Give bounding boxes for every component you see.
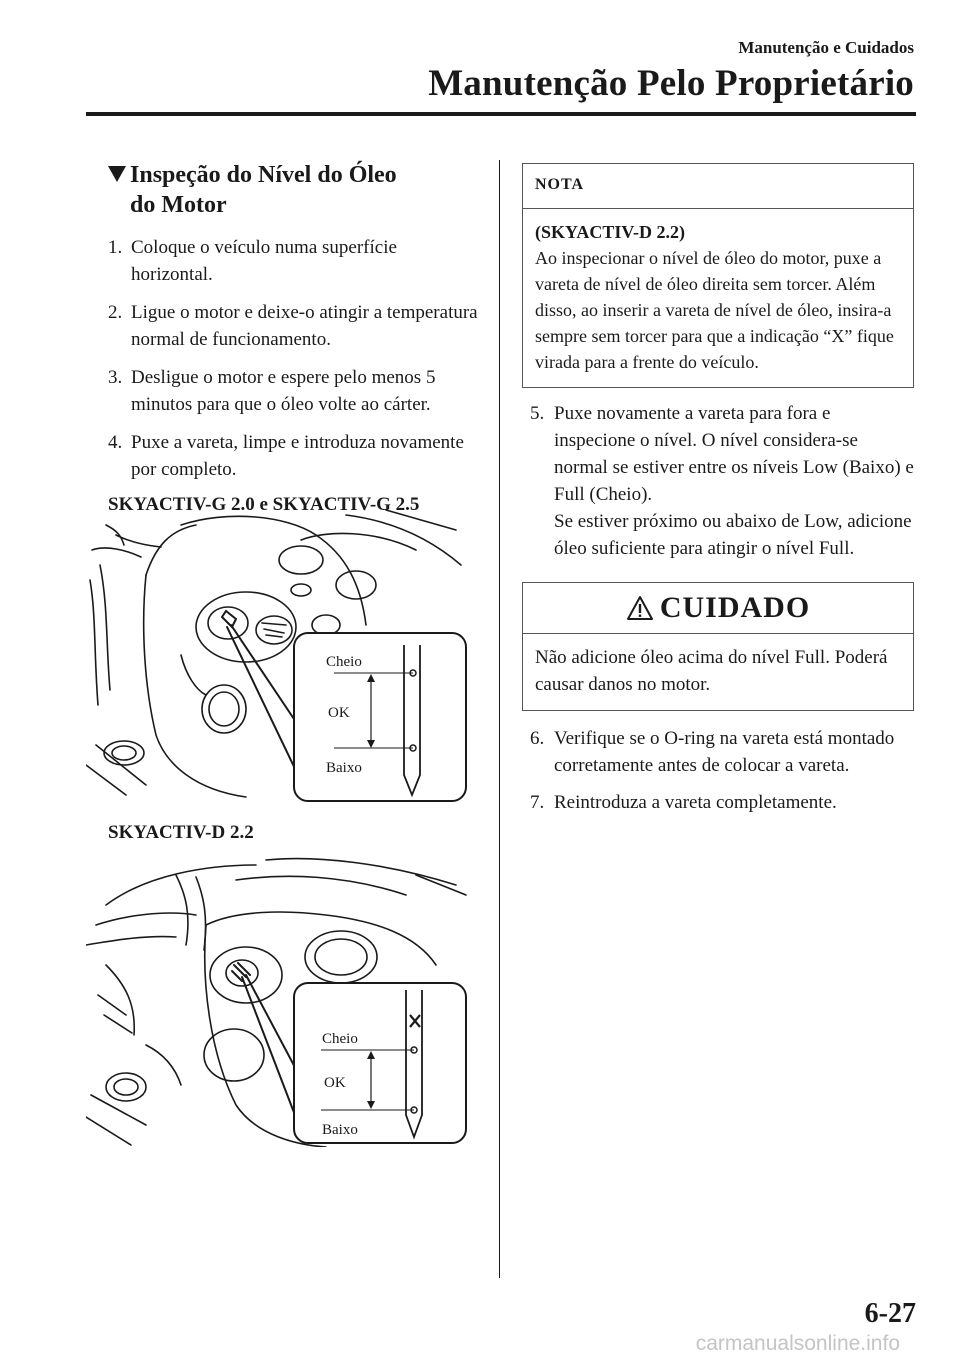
list-item <box>108 234 478 288</box>
label-ok: OK <box>328 705 350 721</box>
list-item <box>108 299 478 353</box>
section-title-line1: Inspeção do Nível do Óleo <box>130 162 397 188</box>
chapter-title: Manutenção Pelo Proprietário <box>428 63 914 104</box>
header-rule <box>86 112 916 116</box>
list-item <box>530 725 914 779</box>
step-number: 7. <box>530 792 545 813</box>
column-divider <box>499 160 500 1278</box>
caution-header <box>523 583 913 634</box>
list-item <box>530 400 914 562</box>
footer-watermark: carmanualsonline.info <box>695 1332 900 1355</box>
step-text: Verifique se o O-ring na vareta está montado corretamente antes de colocar a vareta. <box>554 728 895 776</box>
label-full: Cheio <box>322 1031 358 1047</box>
list-item <box>108 364 478 418</box>
step-number: 2. <box>108 302 123 323</box>
engine-illustration-gasoline <box>86 505 470 805</box>
step-number: 6. <box>530 728 545 749</box>
step-number: 5. <box>530 403 545 424</box>
note-heading: NOTA <box>523 164 913 209</box>
label-full: Cheio <box>326 654 362 670</box>
step-text: Ligue o motor e deixe-o atingir a temperatura normal de funcionamento. <box>131 302 478 350</box>
list-item <box>530 789 914 816</box>
chapter-subtitle: Manutenção e Cuidados <box>738 38 914 57</box>
engine-illustration-diesel <box>86 855 470 1147</box>
steps-list-left <box>108 234 478 483</box>
caution-box <box>522 582 914 711</box>
step-number: 3. <box>108 367 123 388</box>
steps-list-right-a <box>522 400 914 562</box>
step-text: Coloque o veículo numa superfície horizontal. <box>131 237 397 285</box>
triangle-down-icon <box>108 166 126 182</box>
section-title-line2: do Motor <box>130 192 227 218</box>
step-text-continued: Se estiver próximo ou abaixo de Low, adicione óleo suficiente para atingir o nível Full. <box>554 511 912 559</box>
right-column <box>522 163 914 826</box>
step-text: Puxe a vareta, limpe e introduza novamente por completo. <box>131 432 464 480</box>
note-text: Ao inspecionar o nível de óleo do motor, puxe a vareta de nível de óleo direita sem torcer. Além disso, ao inserir a vareta de nível de óleo, insira-a sempre sem torcer para que a indicação “X” fique virada para a frente do veículo. <box>535 248 894 372</box>
step-number: 4. <box>108 432 123 453</box>
note-box <box>522 163 914 388</box>
figure2-heading: SKYACTIV-D 2.2 <box>108 822 254 843</box>
page-number: 6-27 <box>864 1298 916 1329</box>
section-title <box>108 160 478 220</box>
step-number: 1. <box>108 237 123 258</box>
step-text: Puxe novamente a vareta para fora e inspecione o nível. O nível considera-se normal se estiver entre os níveis Low (Baixo) e Full (Cheio). <box>554 403 914 505</box>
note-body <box>523 209 913 387</box>
note-model: (SKYACTIV-D 2.2) <box>535 222 686 242</box>
warning-triangle-icon <box>626 595 654 621</box>
label-low: Baixo <box>326 760 362 776</box>
step-text: Desligue o motor e espere pelo menos 5 minutos para que o óleo volte ao cárter. <box>131 367 436 415</box>
figure1-heading: SKYACTIV-G 2.0 e SKYACTIV-G 2.5 <box>108 494 420 515</box>
list-item <box>108 429 478 483</box>
steps-list-right-b <box>522 725 914 816</box>
label-low: Baixo <box>322 1122 358 1138</box>
caution-heading: CUIDADO <box>659 591 811 624</box>
label-ok: OK <box>324 1075 346 1091</box>
caution-text: Não adicione óleo acima do nível Full. Poderá causar danos no motor. <box>535 647 888 695</box>
left-column <box>108 160 478 516</box>
step-text: Reintroduza a vareta completamente. <box>554 792 837 813</box>
